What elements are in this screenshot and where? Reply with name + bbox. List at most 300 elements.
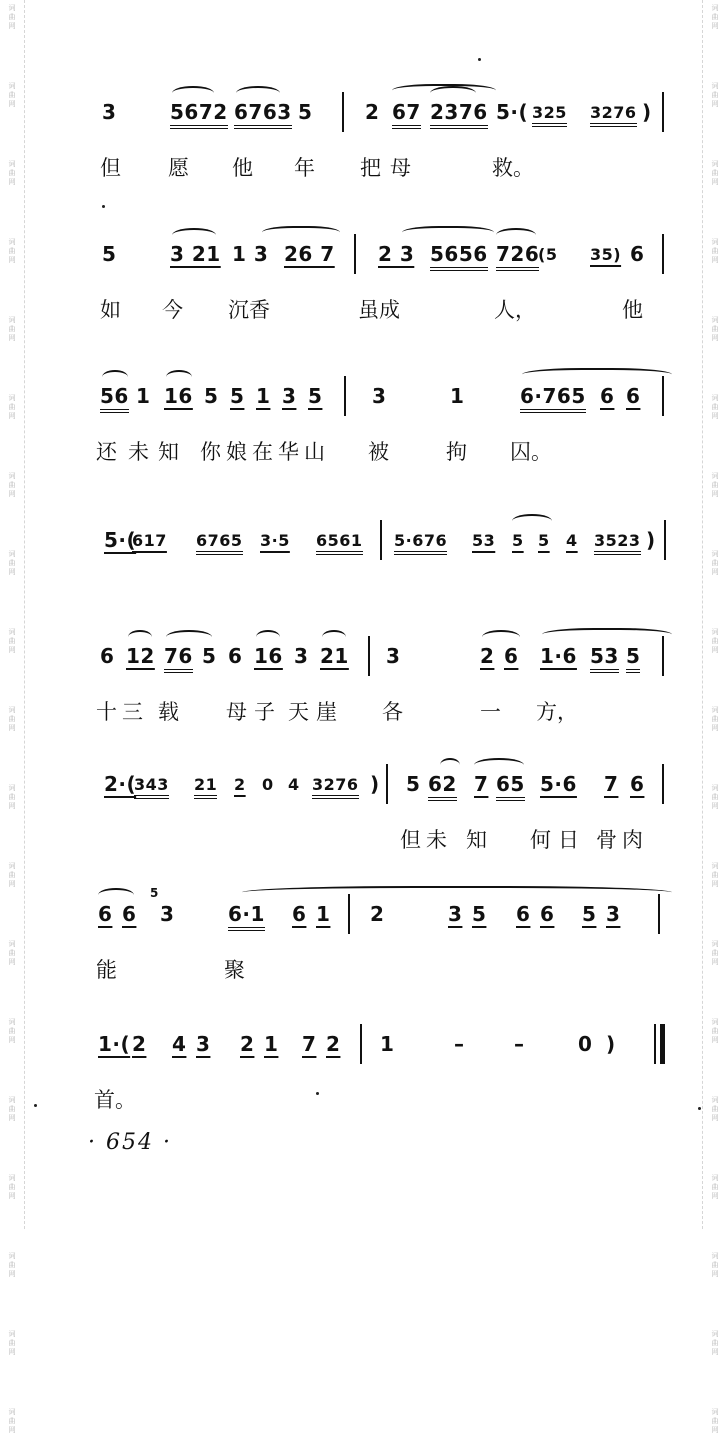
lyric: 子 xyxy=(254,700,275,724)
watermark-char: 网 xyxy=(711,1270,719,1278)
watermark-char: 曲 xyxy=(711,247,719,255)
watermark-char: 词 xyxy=(711,1408,719,1416)
watermark-mark xyxy=(9,238,16,265)
note: 2 3 xyxy=(378,242,415,266)
watermark-char: 曲 xyxy=(8,169,16,177)
watermark-char: 曲 xyxy=(711,559,719,567)
note: 5·( xyxy=(496,100,529,124)
watermark-char: 网 xyxy=(711,490,719,498)
note: 5 xyxy=(512,531,524,550)
note: 6 xyxy=(540,902,555,926)
watermark-char: 网 xyxy=(8,334,16,342)
note: 6 xyxy=(98,902,113,926)
watermark-char: 曲 xyxy=(711,169,719,177)
watermark-mark xyxy=(9,1408,16,1435)
note: 4 xyxy=(172,1032,187,1056)
note: 2 xyxy=(132,1032,147,1056)
watermark-mark xyxy=(9,784,16,811)
grace-note: 5 xyxy=(150,886,159,900)
watermark-char: 词 xyxy=(8,472,16,480)
note: 1·6 xyxy=(540,644,577,668)
print-speck xyxy=(34,1104,37,1107)
watermark-char: 曲 xyxy=(8,91,16,99)
note: 3·5 xyxy=(260,531,290,550)
watermark-char: 网 xyxy=(711,568,719,576)
watermark-char: 网 xyxy=(8,880,16,888)
lyric: 在 xyxy=(252,440,273,464)
note: 3 xyxy=(606,902,621,926)
note: 6 xyxy=(122,902,137,926)
note: 5·( xyxy=(104,528,137,552)
watermark-char: 曲 xyxy=(711,871,719,879)
watermark-char: 网 xyxy=(711,802,719,810)
note: 2 xyxy=(480,644,495,668)
lyric: 日 xyxy=(558,828,579,852)
slur-mark xyxy=(522,368,672,384)
note: 3276 xyxy=(590,103,637,127)
note: 5656 xyxy=(430,242,488,271)
note: 0 xyxy=(578,1032,593,1056)
watermark-char: 网 xyxy=(711,22,719,30)
watermark-char: 词 xyxy=(711,940,719,948)
note: 1 xyxy=(256,384,271,408)
watermark-char: 曲 xyxy=(711,403,719,411)
watermark-char: 词 xyxy=(8,394,16,402)
watermark-mark xyxy=(9,1330,16,1357)
watermark-mark xyxy=(712,1408,719,1435)
note: 4 xyxy=(566,531,578,550)
watermark-char: 曲 xyxy=(8,1027,16,1035)
watermark-mark xyxy=(712,238,719,265)
watermark-mark xyxy=(712,862,719,889)
watermark-char: 词 xyxy=(711,472,719,480)
watermark-char: 曲 xyxy=(711,793,719,801)
note: 6 xyxy=(504,644,519,668)
watermark-char: 网 xyxy=(711,412,719,420)
slur-mark xyxy=(322,630,346,644)
barline xyxy=(360,1024,362,1064)
slur-mark xyxy=(166,630,212,644)
watermark-char: 词 xyxy=(711,550,719,558)
lyric: 聚 xyxy=(224,958,245,982)
note: 1·( xyxy=(98,1032,131,1056)
watermark-char: 网 xyxy=(711,724,719,732)
watermark-mark xyxy=(712,940,719,967)
slur-mark xyxy=(402,226,494,242)
lyric: 但 xyxy=(100,156,121,180)
watermark-char: 词 xyxy=(711,1330,719,1338)
lyric: 但 xyxy=(400,828,421,852)
note: 1 3 xyxy=(232,242,269,266)
watermark-char: 网 xyxy=(711,958,719,966)
watermark-char: 曲 xyxy=(8,1183,16,1191)
note: 5 xyxy=(204,384,219,408)
lyric: 首。 xyxy=(94,1088,136,1112)
slur-mark xyxy=(542,628,672,644)
watermark-char: 曲 xyxy=(711,949,719,957)
note: 5 xyxy=(230,384,245,408)
note: 3 xyxy=(282,384,297,408)
note: 5 xyxy=(626,644,640,673)
note: 2 xyxy=(234,775,246,794)
watermark-char: 词 xyxy=(711,1252,719,1260)
slur-mark xyxy=(256,630,280,644)
slur-mark xyxy=(512,514,552,528)
slur-mark xyxy=(496,228,536,242)
watermark-char: 网 xyxy=(711,1192,719,1200)
slur-mark xyxy=(166,370,192,384)
slur-mark xyxy=(172,228,216,242)
note: 617 xyxy=(132,531,167,550)
note: 62 xyxy=(428,772,457,801)
watermark-mark xyxy=(9,1096,16,1123)
note: 0 xyxy=(262,775,274,794)
watermark-mark xyxy=(712,550,719,577)
watermark-char: 词 xyxy=(8,550,16,558)
note: 3 xyxy=(102,100,117,124)
lyric: 如 xyxy=(100,298,121,322)
page-number: · 654 · xyxy=(88,1130,172,1155)
watermark-char: 网 xyxy=(8,1036,16,1044)
watermark-char: 曲 xyxy=(8,1417,16,1425)
watermark-char: 词 xyxy=(8,238,16,246)
watermark-mark xyxy=(712,394,719,421)
note: 3 xyxy=(294,644,309,668)
watermark-char: 词 xyxy=(8,1096,16,1104)
lyric: 母 xyxy=(390,156,411,180)
watermark-char: 网 xyxy=(711,334,719,342)
barline xyxy=(354,234,356,274)
note: 5 xyxy=(202,644,217,668)
watermark-char: 曲 xyxy=(8,13,16,21)
watermark-char: 词 xyxy=(711,238,719,246)
note: 3 xyxy=(448,902,463,926)
watermark-char: 网 xyxy=(8,1426,16,1434)
slur-mark xyxy=(172,86,214,100)
watermark-char: 网 xyxy=(8,724,16,732)
watermark-char: 词 xyxy=(711,1018,719,1026)
left-watermark-strip xyxy=(0,0,25,1434)
slur-mark xyxy=(482,630,520,644)
slur-mark xyxy=(128,630,152,644)
watermark-char: 网 xyxy=(8,802,16,810)
watermark-mark xyxy=(712,1018,719,1045)
watermark-char: 词 xyxy=(8,1330,16,1338)
lyric: 载 xyxy=(158,700,179,724)
watermark-char: 曲 xyxy=(8,715,16,723)
note: 1 xyxy=(380,1032,395,1056)
note: 5 xyxy=(538,531,550,550)
note: 1 xyxy=(264,1032,279,1056)
lyric: 愿 xyxy=(168,156,189,180)
lyric: 他 xyxy=(232,156,253,180)
watermark-char: 词 xyxy=(8,160,16,168)
watermark-mark xyxy=(712,706,719,733)
note: 6561 xyxy=(316,531,363,555)
lyric: 被 xyxy=(368,440,389,464)
print-speck xyxy=(316,1092,319,1095)
note: 76 xyxy=(164,644,193,673)
watermark-char: 词 xyxy=(711,862,719,870)
note: 5 xyxy=(582,902,597,926)
slur-mark xyxy=(262,226,340,242)
note: ) xyxy=(370,772,380,796)
slur-mark xyxy=(430,86,476,100)
lyric: 未 xyxy=(128,440,149,464)
note: 726 xyxy=(496,242,539,271)
watermark-char: 网 xyxy=(8,958,16,966)
slur-mark xyxy=(102,370,128,384)
watermark-char: 曲 xyxy=(8,1261,16,1269)
watermark-char: 曲 xyxy=(711,637,719,645)
watermark-char: 网 xyxy=(711,1426,719,1434)
lyric: 三 xyxy=(122,700,143,724)
note: 26 7 xyxy=(284,242,335,266)
lyric: 虽成 xyxy=(358,298,400,322)
lyric: 囚。 xyxy=(510,440,552,464)
watermark-char: 网 xyxy=(711,646,719,654)
note: – xyxy=(454,1032,465,1056)
watermark-mark xyxy=(712,628,719,655)
note: 3276 xyxy=(312,775,359,799)
watermark-mark xyxy=(9,550,16,577)
note: 5 xyxy=(472,902,487,926)
note: 3523 xyxy=(594,531,641,555)
watermark-char: 网 xyxy=(8,490,16,498)
watermark-char: 曲 xyxy=(711,1105,719,1113)
watermark-char: 曲 xyxy=(8,1105,16,1113)
watermark-char: 网 xyxy=(8,22,16,30)
barline xyxy=(664,520,666,560)
watermark-char: 网 xyxy=(711,880,719,888)
watermark-mark xyxy=(712,1330,719,1357)
note: 343 xyxy=(134,775,169,799)
watermark-char: 词 xyxy=(8,1174,16,1182)
barline xyxy=(386,764,388,804)
note: 1 xyxy=(316,902,331,926)
barline xyxy=(662,234,664,274)
watermark-mark xyxy=(712,4,719,31)
watermark-mark xyxy=(9,1174,16,1201)
watermark-mark xyxy=(9,4,16,31)
watermark-char: 曲 xyxy=(711,13,719,21)
lyric: 一 xyxy=(480,700,501,724)
watermark-char: 词 xyxy=(711,1174,719,1182)
watermark-mark xyxy=(712,784,719,811)
lyric: 娘 xyxy=(226,440,247,464)
watermark-char: 词 xyxy=(711,160,719,168)
barline xyxy=(662,764,664,804)
lyric: 何 xyxy=(530,828,551,852)
lyric: 崖 xyxy=(316,700,337,724)
watermark-char: 词 xyxy=(8,82,16,90)
watermark-mark xyxy=(9,1018,16,1045)
watermark-char: 词 xyxy=(711,784,719,792)
note: ) xyxy=(646,528,656,552)
note: 6 xyxy=(630,772,645,796)
lyric: 还 xyxy=(96,440,117,464)
watermark-char: 曲 xyxy=(711,1339,719,1347)
barline xyxy=(342,92,344,132)
watermark-mark xyxy=(9,472,16,499)
watermark-char: 网 xyxy=(8,568,16,576)
barline xyxy=(344,376,346,416)
watermark-char: 词 xyxy=(711,394,719,402)
note: 2 xyxy=(370,902,385,926)
lyric: 年 xyxy=(294,156,315,180)
lyric: 救。 xyxy=(492,156,534,180)
note: 6 xyxy=(228,644,243,668)
note: 3 21 xyxy=(170,242,221,266)
note: 5 xyxy=(102,242,117,266)
watermark-char: 网 xyxy=(711,1348,719,1356)
final-barline xyxy=(660,1024,665,1064)
note: 65 xyxy=(496,772,525,801)
watermark-mark xyxy=(9,394,16,421)
note: 1 xyxy=(136,384,151,408)
watermark-mark xyxy=(712,160,719,187)
note: 16 xyxy=(254,644,283,668)
watermark-char: 网 xyxy=(8,646,16,654)
note: 6763 xyxy=(234,100,292,129)
watermark-mark xyxy=(9,82,16,109)
watermark-mark xyxy=(9,706,16,733)
watermark-mark xyxy=(9,940,16,967)
lyric: 天 xyxy=(288,700,309,724)
watermark-char: 网 xyxy=(8,1348,16,1356)
watermark-char: 词 xyxy=(711,4,719,12)
lyric: 肉 xyxy=(622,828,643,852)
watermark-char: 网 xyxy=(8,1114,16,1122)
watermark-mark xyxy=(712,1096,719,1123)
slur-mark xyxy=(242,886,672,902)
watermark-char: 曲 xyxy=(8,325,16,333)
watermark-char: 曲 xyxy=(711,1183,719,1191)
note: 53 xyxy=(590,644,619,673)
watermark-mark xyxy=(712,1174,719,1201)
watermark-char: 曲 xyxy=(8,481,16,489)
watermark-char: 曲 xyxy=(711,481,719,489)
note: 56 xyxy=(100,384,129,413)
watermark-mark xyxy=(712,82,719,109)
slur-mark xyxy=(474,758,524,772)
note: 5 xyxy=(406,772,421,796)
watermark-char: 词 xyxy=(711,628,719,636)
barline xyxy=(368,636,370,676)
watermark-char: 词 xyxy=(711,316,719,324)
note: 3 xyxy=(386,644,401,668)
note: 6 xyxy=(600,384,615,408)
lyric: 人， xyxy=(494,298,536,322)
lyric: 拘 xyxy=(446,440,467,464)
note: 21 xyxy=(320,644,349,668)
lyric: 能 xyxy=(96,958,117,982)
note: 6 xyxy=(630,242,645,266)
lyric: 把 xyxy=(360,156,381,180)
lyric: 知 xyxy=(466,828,487,852)
watermark-char: 曲 xyxy=(711,1417,719,1425)
note: 6 xyxy=(100,644,115,668)
slur-mark xyxy=(98,888,134,902)
watermark-char: 网 xyxy=(711,1036,719,1044)
note: 35) xyxy=(590,245,622,264)
note: 6 xyxy=(516,902,531,926)
note: 5 xyxy=(298,100,313,124)
note: – xyxy=(514,1032,525,1056)
lyric: 山 xyxy=(304,440,325,464)
watermark-char: 词 xyxy=(8,1408,16,1416)
watermark-char: 网 xyxy=(711,178,719,186)
watermark-char: 曲 xyxy=(711,325,719,333)
lyric: 沉香 xyxy=(228,298,270,322)
note: 6·1 xyxy=(228,902,265,931)
note: 4 xyxy=(288,775,300,794)
watermark-char: 词 xyxy=(8,1018,16,1026)
slur-mark xyxy=(440,758,460,772)
note: 5 xyxy=(308,384,323,408)
note: 5672 xyxy=(170,100,228,129)
note: (5 xyxy=(538,245,558,264)
print-speck xyxy=(698,1107,701,1110)
watermark-char: 曲 xyxy=(8,403,16,411)
note: 3 xyxy=(196,1032,211,1056)
watermark-mark xyxy=(9,316,16,343)
lyric: 他 xyxy=(622,298,643,322)
note: ) xyxy=(642,100,652,124)
note: 5·676 xyxy=(394,531,447,555)
note: 7 xyxy=(604,772,619,796)
note: 21 xyxy=(194,775,217,799)
watermark-char: 曲 xyxy=(8,1339,16,1347)
lyric: 十 xyxy=(96,700,117,724)
lyric: 方， xyxy=(536,700,578,724)
watermark-char: 网 xyxy=(8,412,16,420)
watermark-char: 网 xyxy=(8,178,16,186)
note: 6 xyxy=(626,384,641,408)
watermark-char: 网 xyxy=(711,256,719,264)
watermark-mark xyxy=(9,160,16,187)
watermark-char: 网 xyxy=(8,1192,16,1200)
watermark-char: 词 xyxy=(8,784,16,792)
note: 3 xyxy=(372,384,387,408)
barline xyxy=(380,520,382,560)
watermark-char: 网 xyxy=(8,1270,16,1278)
watermark-mark xyxy=(9,862,16,889)
lyric: 你 xyxy=(200,440,221,464)
note: 16 xyxy=(164,384,193,408)
print-speck xyxy=(478,58,481,61)
note: ) xyxy=(606,1032,616,1056)
watermark-char: 网 xyxy=(711,1114,719,1122)
watermark-char: 曲 xyxy=(711,91,719,99)
watermark-char: 词 xyxy=(711,706,719,714)
watermark-char: 词 xyxy=(8,628,16,636)
watermark-char: 词 xyxy=(8,4,16,12)
watermark-char: 曲 xyxy=(8,247,16,255)
barline xyxy=(654,1024,656,1064)
watermark-char: 曲 xyxy=(8,559,16,567)
note: 5·6 xyxy=(540,772,577,796)
note: 2376 xyxy=(430,100,488,129)
note: 2·( xyxy=(104,772,137,796)
watermark-char: 曲 xyxy=(8,949,16,957)
watermark-char: 网 xyxy=(711,100,719,108)
right-watermark-strip xyxy=(702,0,727,1434)
slur-mark xyxy=(236,86,280,100)
lyric: 母 xyxy=(226,700,247,724)
watermark-char: 曲 xyxy=(8,871,16,879)
watermark-char: 网 xyxy=(8,256,16,264)
